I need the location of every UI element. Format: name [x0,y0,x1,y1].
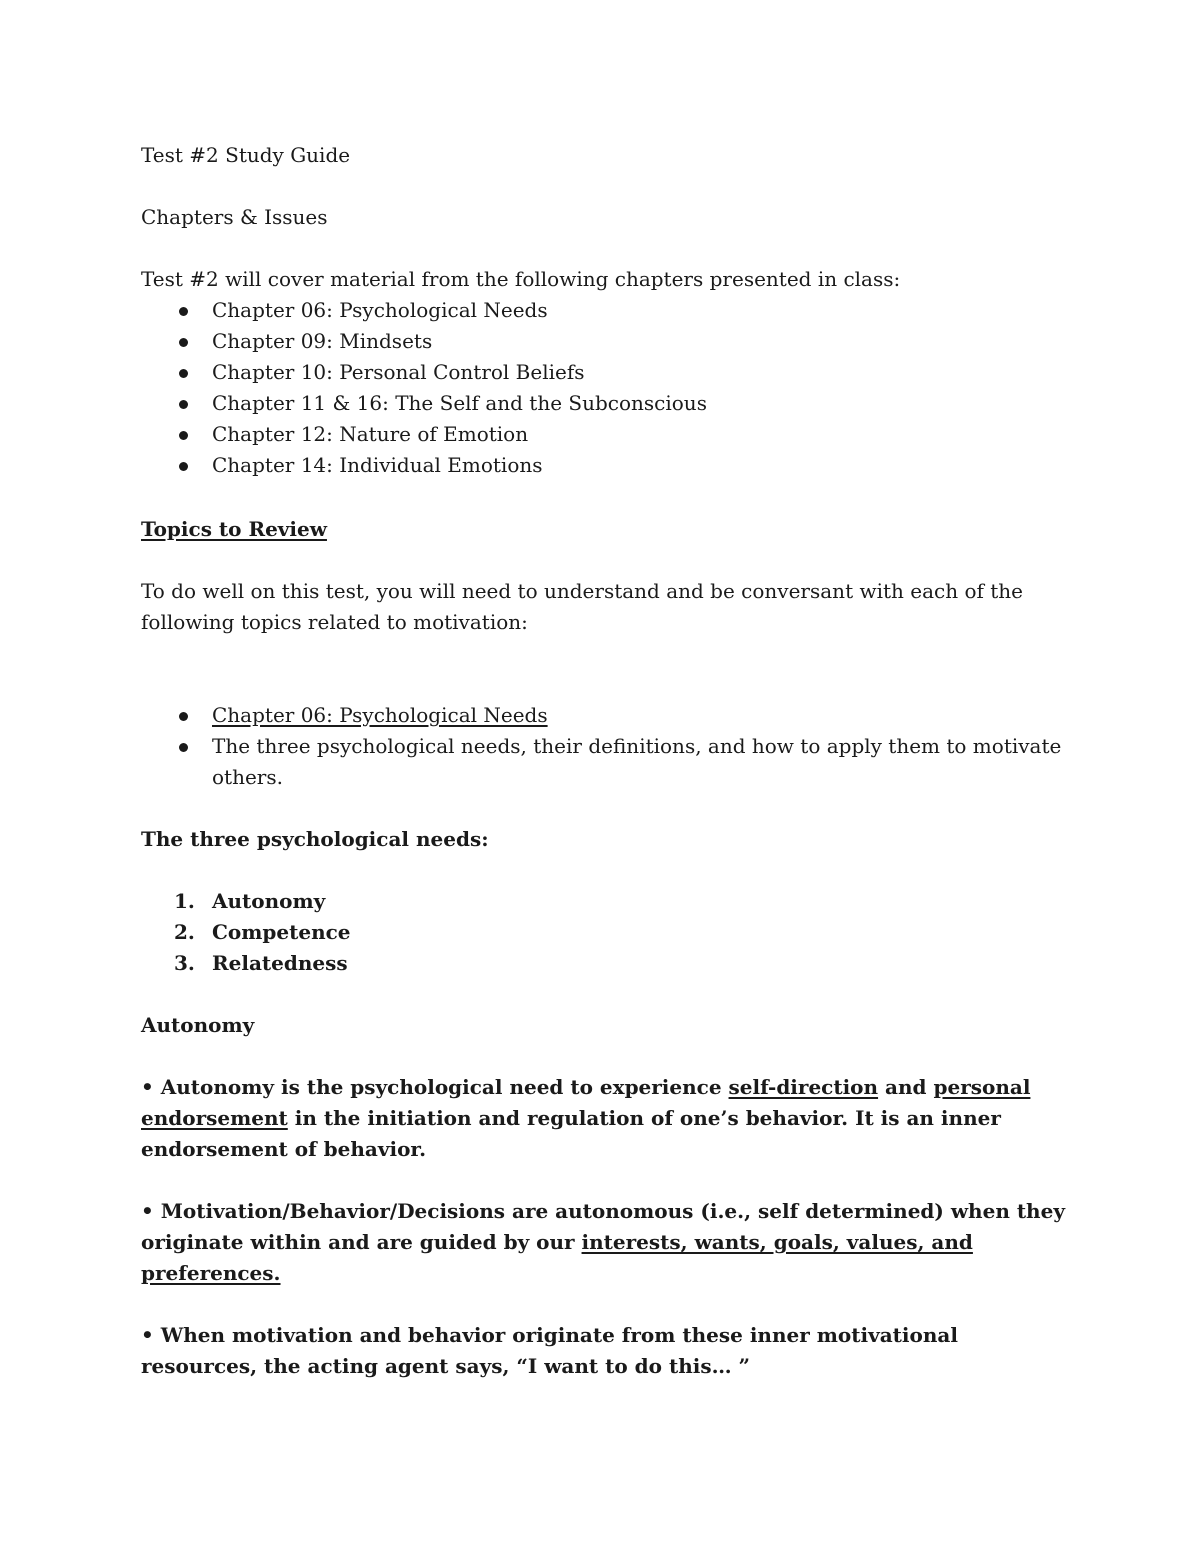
list-item: Chapter 10: Personal Control Beliefs [141,357,1071,388]
list-item: The three psychological needs, their definitions, and how to apply them to motivate others. [141,731,1071,793]
needs-list [141,886,1071,979]
list-number: 2. [174,920,195,944]
list-item [141,886,1071,917]
chapters-heading: Chapters & Issues [141,205,328,229]
needs-heading: The three psychological needs: [141,827,489,851]
underlined-term: personal endorsement [141,1075,1031,1130]
need-label: Autonomy [212,889,326,913]
list-item: Chapter 06: Psychological Needs [141,295,1071,326]
document-body [141,140,1071,1382]
list-item: Chapter 09: Mindsets [141,326,1071,357]
need-label: Relatedness [212,951,348,975]
list-item: Chapter 14: Individual Emotions [141,450,1071,481]
underlined-term: self-direction [728,1075,879,1099]
underlined-term: interests, wants, goals, values, and preferences. [141,1230,973,1285]
topics-intro: To do well on this test, you will need to understand and be conversant with each of the following topics related to motivation: [141,579,1024,634]
text-run: • Autonomy is the psychological need to experience [141,1075,729,1099]
intro-text: Test #2 will cover material from the following chapters presented in class: [141,267,901,291]
topic-list [141,700,1071,793]
autonomy-origin [141,1196,1071,1289]
list-item: Chapter 11 & 16: The Self and the Subconscious [141,388,1071,419]
text-run: and [878,1075,934,1099]
autonomy-quote: • When motivation and behavior originate from these inner motivational resources, the acting agent says, “I want to do this… ” [141,1323,958,1378]
list-item: Chapter 12: Nature of Emotion [141,419,1071,450]
list-item [141,948,1071,979]
list-number: 1. [174,889,195,913]
chapter-list [141,295,1071,481]
list-item [141,917,1071,948]
text-run: • Motivation/Behavior/Decisions are autonomous (i.e., self determined) when they originate within and are guided by our [141,1199,1065,1254]
list-number: 3. [174,951,195,975]
topics-heading: Topics to Review [141,517,327,541]
list-item [141,700,1071,731]
need-label: Competence [212,920,351,944]
topic-chapter-link: Chapter 06: Psychological Needs [212,703,548,727]
autonomy-heading: Autonomy [141,1013,255,1037]
autonomy-definition [141,1072,1071,1165]
doc-title: Test #2 Study Guide [141,143,351,167]
text-run: in the initiation and regulation of one’s behavior. It is an inner endorsement of behavior. [141,1106,1001,1161]
